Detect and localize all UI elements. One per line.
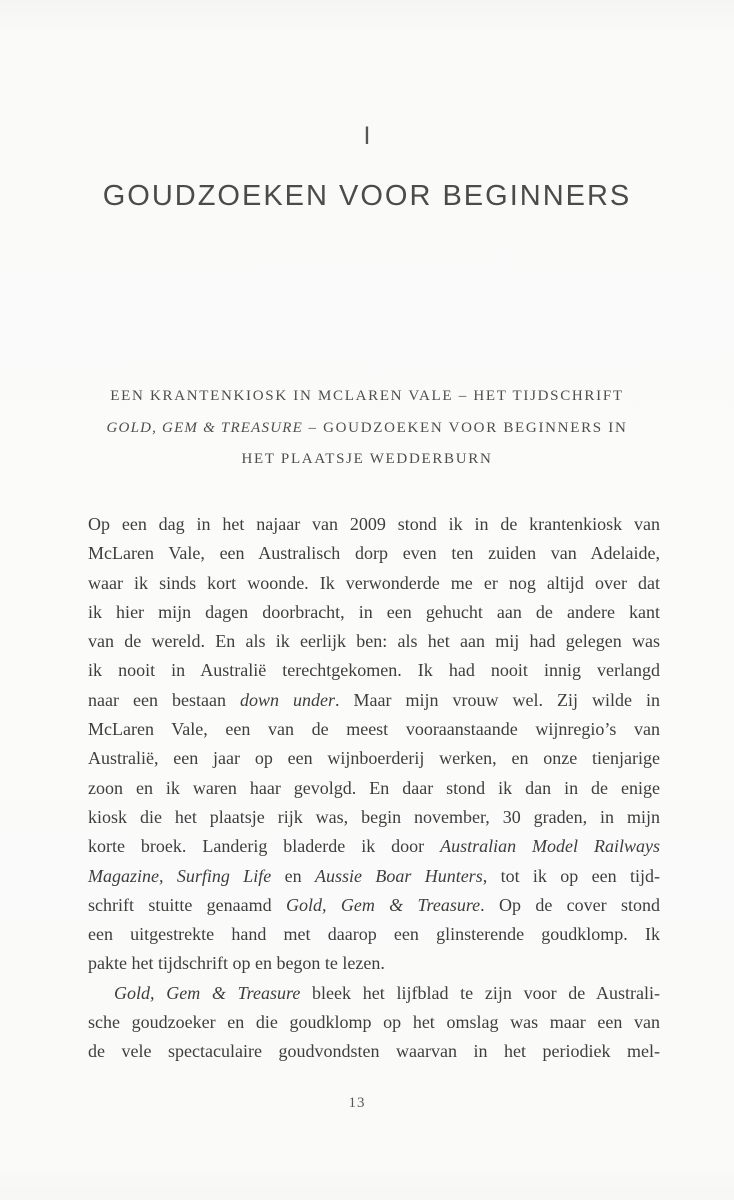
page-number: 13 <box>348 1095 366 1111</box>
body-line: Australië, een jaar op een wijnboerderij werken, en onze tienjarige <box>88 748 660 769</box>
body-text <box>88 510 660 1067</box>
chapter-title: GOUDZOEKEN VOOR BEGINNERS <box>102 180 632 212</box>
body-line: van de wereld. En als ik eerlijk ben: als het aan mij had gelegen was <box>88 631 660 652</box>
body-line: de vele spectaculaire goudvondsten waarvan in het periodiek mel- <box>88 1041 660 1062</box>
body-line: sche goudzoeker en die goudklomp op het omslag was maar een van <box>88 1012 660 1033</box>
body-line: kiosk die het plaatsje rijk was, begin november, 30 graden, in mijn <box>88 806 660 827</box>
subtitle-line: EEN KRANTENKIOSK IN MCLAREN VALE – HET TIJDSCHRIFT <box>110 388 624 404</box>
body-line: Gold, Gem & Treasure bleek het lijfblad te zijn voor de Australi- <box>114 982 660 1003</box>
body-line: McLaren Vale, een Australisch dorp even ten zuiden van Adelaide, <box>88 543 660 564</box>
subtitle-line: GOLD, GEM & TREASURE – GOUDZOEKEN VOOR BEGINNERS IN <box>106 419 628 436</box>
subtitle-line: HET PLAATSJE WEDDERBURN <box>241 451 493 467</box>
body-line: waar ik sinds kort woonde. Ik verwonderde me er nog altijd over dat <box>88 572 660 593</box>
body-line: een uitgestrekte hand met daarop een glinsterende goudklomp. Ik <box>88 924 660 945</box>
body-line: Magazine, Surfing Life en Aussie Boar Hunters, tot ik op een tijd- <box>88 865 661 886</box>
body-line: zoon en ik waren haar gevolgd. En daar stond ik dan in de enige <box>88 777 660 798</box>
body-line: ik nooit in Australië terechtgekomen. Ik had nooit innig verlangd <box>88 660 660 681</box>
body-line: naar een bestaan down under. Maar mijn vrouw wel. Zij wilde in <box>88 689 661 710</box>
body-line: McLaren Vale, een van de meest vooraanstaande wijnregio’s van <box>88 719 660 740</box>
body-line: pakte het tijdschrift op en begon te lezen. <box>88 953 385 974</box>
body-line: korte broek. Landerig bladerde ik door Australian Model Railways <box>88 836 660 857</box>
body-line: ik hier mijn dagen doorbracht, in een gehucht aan de andere kant <box>88 601 660 622</box>
body-line: Op een dag in het najaar van 2009 stond ik in de krantenkiosk van <box>88 514 660 534</box>
chapter-summary <box>47 381 687 476</box>
body-line: schrift stuitte genaamd Gold, Gem & Treasure. Op de cover stond <box>88 894 661 915</box>
chapter-number: I <box>363 122 371 150</box>
